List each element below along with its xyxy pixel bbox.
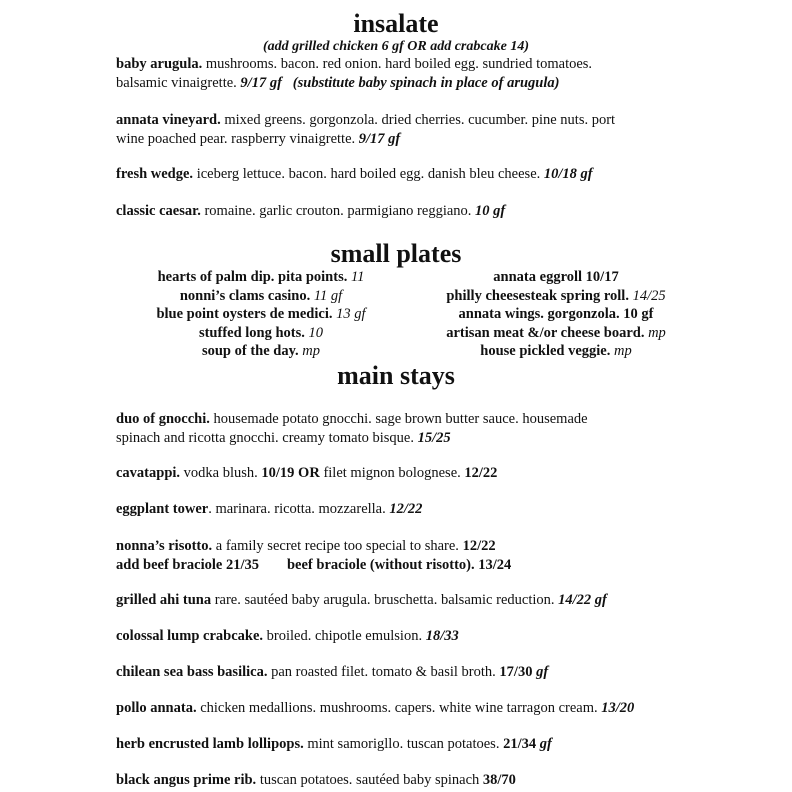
item-nonnas-risotto — [116, 537, 676, 575]
insalate-note: (add grilled chicken 6 gf OR add crabcake 14) — [263, 39, 529, 54]
item-price: 12/22 — [464, 465, 498, 481]
small-plates-right-column — [406, 268, 706, 361]
item-desc: romaine. garlic crouton. parmigiano reggiano. — [200, 203, 476, 219]
item-name: house pickled veggie. — [480, 343, 611, 360]
item-price: 13 gf — [332, 306, 366, 323]
item-name: annata vineyard. — [116, 112, 221, 128]
item-name: cavatappi. — [116, 465, 181, 481]
item-desc: housemade potato gnocchi. sage brown butter sauce. housemade — [209, 411, 588, 427]
item-classic-caesar — [116, 202, 676, 221]
item-name: hearts of palm dip. pita points. — [157, 269, 348, 285]
item-price: 11 gf — [310, 287, 343, 304]
item-price: 10 gf — [475, 203, 506, 219]
item-price: 10 — [304, 324, 324, 341]
item-desc: tuscan potatoes. sautéed baby spinach — [256, 772, 483, 788]
item-desc-cont: spinach and ricotta gnocchi. creamy tomato bisque. — [116, 430, 418, 446]
item-herb-lamb-lollipops — [116, 735, 676, 754]
item-price: mp — [644, 324, 666, 341]
item-price: 12/22 — [462, 538, 496, 554]
item-black-angus-prime-rib — [116, 771, 676, 790]
item-name: annata wings. gorgonzola. 10 gf — [458, 306, 654, 323]
item-desc: vodka blush. — [180, 465, 262, 481]
item-desc: pan roasted filet. tomato & basil broth. — [267, 664, 500, 680]
small-plate-item — [116, 324, 406, 343]
item-name: classic caesar. — [116, 203, 201, 219]
small-plate-item — [406, 287, 706, 306]
item-chilean-sea-bass — [116, 663, 676, 682]
item-name: chilean sea bass basilica. — [116, 664, 268, 680]
small-plate-item — [116, 305, 406, 324]
item-price: 14/22 gf — [558, 592, 607, 608]
item-desc: rare. sautéed baby arugula. bruschetta. balsamic reduction. — [211, 592, 559, 608]
item-name: annata eggroll 10/17 — [493, 269, 619, 285]
item-colossal-lump-crabcake — [116, 627, 676, 646]
item-desc: . marinara. ricotta. mozzarella. — [208, 501, 390, 517]
item-price: 38/70 — [482, 772, 516, 788]
item-name: eggplant tower — [116, 501, 209, 517]
item-price: mp — [610, 343, 632, 360]
item-name: artisan meat &/or cheese board. — [446, 324, 645, 341]
main-stays-title: main stays — [337, 361, 455, 390]
item-name: herb encrusted lamb lollipops. — [116, 736, 304, 752]
item-grilled-ahi-tuna — [116, 591, 676, 610]
item-price: 13/20 — [601, 700, 635, 716]
item-name: fresh wedge. — [116, 166, 194, 182]
item-price: 10/18 gf — [543, 166, 593, 182]
item-desc: filet mignon bolognese. — [319, 465, 465, 481]
small-plates-left-column — [116, 268, 406, 361]
item-price: 10/19 OR — [261, 465, 320, 481]
item-price: 9/17 gf — [358, 131, 401, 147]
item-name: nonni’s clams casino. — [179, 287, 311, 304]
item-price: 12/22 — [389, 501, 423, 517]
item-price-suffix: gf — [536, 736, 552, 752]
item-name: baby arugula. — [116, 56, 203, 72]
item-baby-arugula — [116, 55, 676, 93]
item-desc-cont: balsamic vinaigrette. — [116, 75, 241, 91]
item-desc: chicken medallions. mushrooms. capers. white wine tarragon cream. — [196, 700, 602, 716]
item-name: stuffed long hots. — [198, 324, 305, 341]
item-annata-vineyard — [116, 111, 676, 149]
small-plate-item — [406, 324, 706, 343]
item-desc: iceberg lettuce. bacon. hard boiled egg. danish bleu cheese. — [193, 166, 544, 182]
item-price-suffix: gf — [532, 664, 549, 680]
insalate-title: insalate — [353, 9, 439, 38]
item-addon: beef braciole (without risotto). 13/24 — [286, 557, 512, 573]
small-plates-title: small plates — [330, 239, 462, 268]
small-plate-item — [406, 268, 706, 287]
item-cavatappi — [116, 464, 676, 483]
item-desc: mushrooms. bacon. red onion. hard boiled egg. sundried tomatoes. — [202, 56, 593, 72]
item-duo-of-gnocchi — [116, 410, 676, 448]
item-price: 17/30 — [499, 664, 533, 680]
item-price: mp — [298, 343, 321, 360]
item-desc: broiled. chipotle emulsion. — [263, 628, 426, 644]
item-price: 11 — [347, 269, 365, 285]
small-plate-item — [116, 268, 406, 287]
item-fresh-wedge — [116, 165, 676, 184]
item-name: blue point oysters de medici. — [156, 306, 333, 323]
item-name: duo of gnocchi. — [116, 411, 210, 427]
small-plate-item — [406, 342, 706, 361]
item-price: 18/33 — [425, 628, 459, 644]
small-plate-item — [116, 287, 406, 306]
item-price: 14/25 — [628, 287, 666, 304]
item-price: 21/34 — [503, 736, 537, 752]
item-addon: add beef braciole 21/35 — [116, 557, 259, 573]
item-name: pollo annata. — [116, 700, 197, 716]
item-desc: mint samorigllo. tuscan potatoes. — [303, 736, 504, 752]
item-desc-cont: wine poached pear. raspberry vinaigrette. — [116, 131, 359, 147]
item-pollo-annata — [116, 699, 676, 718]
item-price: 15/25 — [417, 430, 451, 446]
small-plate-item — [116, 342, 406, 361]
item-eggplant-tower — [116, 500, 676, 519]
item-desc: a family secret recipe too special to share. — [212, 538, 463, 554]
item-name: black angus prime rib. — [116, 772, 257, 788]
item-name: colossal lump crabcake. — [116, 628, 264, 644]
item-desc: mixed greens. gorgonzola. dried cherries. cucumber. pine nuts. port — [220, 112, 616, 128]
item-note: (substitute baby spinach in place of arugula) — [292, 75, 560, 91]
item-name: nonna’s risotto. — [116, 538, 213, 554]
item-name: philly cheesesteak spring roll. — [446, 287, 629, 304]
item-price: 9/17 gf — [240, 75, 282, 91]
item-name: grilled ahi tuna — [116, 592, 212, 608]
item-name: soup of the day. — [201, 343, 299, 360]
small-plate-item — [406, 305, 706, 324]
